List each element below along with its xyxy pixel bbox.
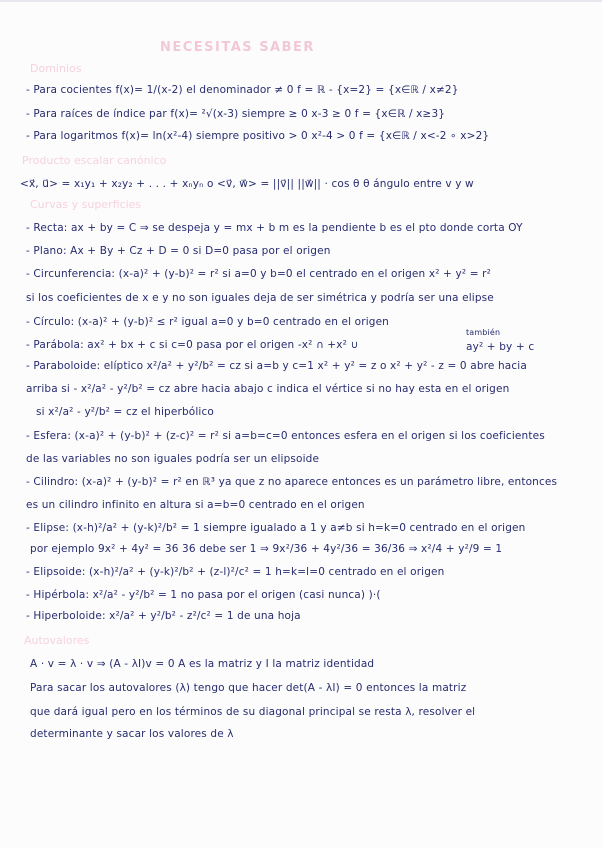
scalar-product-line: <x⃗, u⃗> = x₁y₁ + x₂y₂ + . . . + xₙyₙ o <v⃗, w⃗> = ||v⃗|| ||w⃗|| · cos θ θ ángulo entre v y w	[20, 178, 474, 190]
curve-line-circunferencia-note: si los coeficientes de x e y no son iguales deja de ser simétrica y podría ser una elipse	[26, 292, 494, 304]
eigen-line-method-end: determinante y sacar los valores de λ	[30, 728, 234, 740]
eigen-line-method: Para sacar los autovalores (λ) tengo que hacer det(A - λI) = 0 entonces la matriz	[30, 682, 467, 694]
curve-line-recta: - Recta: ax + by = C ⇒ se despeja y = mx + b m es la pendiente b es el pto donde corta OY	[26, 222, 523, 234]
curve-line-circulo: - Círculo: (x-a)² + (y-b)² ≤ r² igual a=0 y b=0 centrado en el origen	[26, 316, 389, 328]
curve-line-paraboloide-hiperbolico: si x²/a² - y²/b² = cz el hiperbólico	[36, 406, 214, 418]
heading-dominios: Dominios	[30, 62, 82, 75]
eigen-line-definition: A · v = λ · v ⇒ (A - λI)v = 0 A es la matriz y I la matriz identidad	[30, 658, 375, 670]
heading-curvas-superficies: Curvas y superficies	[30, 198, 142, 211]
curve-line-parabola: - Parábola: ax² + bx + c si c=0 pasa por el origen -x² ∩ +x² ∪	[26, 339, 359, 351]
curve-line-paraboloide: - Paraboloide: elíptico x²/a² + y²/b² = cz si a=b y c=1 x² + y² = z o x² + y² - z = 0 abre hacia	[26, 360, 527, 372]
domain-line-quotient: - Para cocientes f(x)= 1/(x-2) el denominador ≠ 0 f = ℝ - {x=2} = {x∈ℝ / x≠2}	[26, 84, 459, 96]
curve-line-elipse-ejemplo: por ejemplo 9x² + 4y² = 36 36 debe ser 1 ⇒ 9x²/36 + 4y²/36 = 36/36 ⇒ x²/4 + y²/9 = 1	[30, 543, 503, 555]
curve-note-parabola-alt: ay² + by + c	[466, 341, 535, 353]
heading-producto-escalar: Producto escalar canónico	[22, 154, 167, 167]
curve-line-esfera-note: de las variables no son iguales podría ser un elipsoide	[26, 453, 320, 465]
domain-line-root: - Para raíces de índice par f(x)= ²√(x-3) siempre ≥ 0 x-3 ≥ 0 f = {x∈ℝ / x≥3}	[26, 108, 446, 120]
curve-line-elipsoide: - Elipsoide: (x-h)²/a² + (y-k)²/b² + (z-l)²/c² = 1 h=k=l=0 centrado en el origen	[26, 566, 445, 578]
curve-line-hiperbola: - Hipérbola: x²/a² - y²/b² = 1 no pasa por el origen (casi nunca) )·(	[26, 589, 381, 601]
curve-line-cilindro-note: es un cilindro infinito en altura si a=b=0 centrado en el origen	[26, 499, 365, 511]
curve-line-plano: - Plano: Ax + By + Cz + D = 0 si D=0 pasa por el origen	[26, 245, 331, 257]
domain-line-log: - Para logaritmos f(x)= ln(x²-4) siempre positivo > 0 x²-4 > 0 f = {x∈ℝ / x<-2 ∘ x>2}	[26, 130, 490, 142]
curve-line-circunferencia: - Circunferencia: (x-a)² + (y-b)² = r² si a=0 y b=0 el centrado en el origen x² + y² = r²	[26, 268, 491, 280]
curve-line-cilindro: - Cilindro: (x-a)² + (y-b)² = r² en ℝ³ ya que z no aparece entonces es un parámetro libre, entonces	[26, 476, 558, 488]
curve-line-esfera: - Esfera: (x-a)² + (y-b)² + (z-c)² = r² si a=b=c=0 entonces esfera en el origen si los coeficientes	[26, 430, 545, 442]
heading-autovalores: Autovalores	[24, 634, 90, 647]
eigen-line-method-cont: que dará igual pero en los términos de su diagonal principal se resta λ, resolver el	[30, 706, 476, 718]
page-title: NECESITAS SABER	[160, 40, 315, 55]
curve-note-tambien: también	[466, 328, 501, 337]
curve-line-paraboloide-abajo: arriba si - x²/a² - y²/b² = cz abre hacia abajo c indica el vértice si no hay esta en el origen	[26, 383, 510, 395]
curve-line-elipse: - Elipse: (x-h)²/a² + (y-k)²/b² = 1 siempre igualado a 1 y a≠b si h=k=0 centrado en el origen	[26, 522, 526, 534]
curve-line-hiperboloide: - Hiperboloide: x²/a² + y²/b² - z²/c² = 1 de una hoja	[26, 610, 301, 622]
